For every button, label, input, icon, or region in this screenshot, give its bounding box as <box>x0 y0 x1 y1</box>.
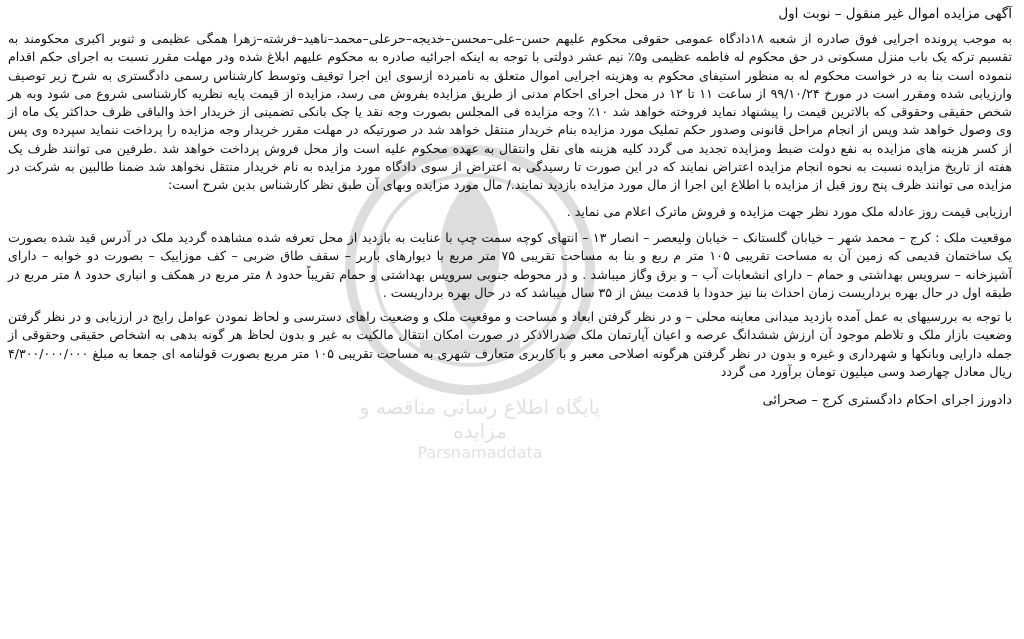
watermark-line-1: پایگاه اطلاع رسانی مناقصه و مزایده <box>359 395 601 443</box>
watermark-text <box>330 395 630 463</box>
notice-title: آگهی مزایده اموال غیر منقول – نوبت اول <box>778 6 1012 22</box>
notice-signature: دادورز اجرای احکام دادگستری کرج – صحرائی <box>762 393 1012 409</box>
watermark-line-2: Parsnamaddata <box>417 443 543 462</box>
notice-paragraph-2: ارزیابی قیمت روز عادله ملک مورد نظر جهت مزایده و فروش ماترک اعلام می نماید . <box>566 203 1012 219</box>
notice-paragraph-1: به موجب پرونده اجرایی فوق صادره از شعبه ۱۸دادگاه عمومی حقوقی محکوم علیهم حسن–علی–محسن–خدیجه–حرعلی–محمد–ناهید–فرشته–زهرا همگی عظیمی و ثنوبر اکبری محکومند به تقسیم ترکه یک باب منزل مسکونی در حق محکوم له فاطمه عظیمی و۵٪ نیم عشر دولتی با توجه به اینکه اجرائیه صادره به محکوم علیهم ابلاغ شده ودر مهلت مقرر نسبت به اجرای حکم اقدام ننموده است بنا به در خواست محکوم له به منظور استیفای محکوم به وهزینه اجرایی اموال متعلق به نامبرده ازسوی این اجرا توقیف وتوسط کارشناس رسمی دادگستری به شرح زیر توصیف وارزیابی شده ومقرر است در مورخ ۹۹/۱۰/۲۴ از ساعت ۱۱ تا ۱۲ در محل اجرای احکام مدنی از طریق مزایده بفروش می رسد، مزایده از قیمت پایه نظریه کارشناسی شروع می شود وبه هر شخص حقیقی وحقوقی که بالاترین قیمت را پیشنهاد نماید فروخته خواهد شد ۱۰٪ وجه مزایده فی المجلس بصورت وجه نقد یا چک بانکی تضمینی از خریدار اخذ والباقی ظرف حداکثر یک ماه از وی وصول خواهد شد وپس از انجام مراحل قانونی وصدور حکم تملیک مورد مزایده بنام خریدار منتقل خواهد شد در صورتیکه در مهلت مقرر خریدار وجه مزایده را پرداخت ننماید سپرده وی پس از کسر هزینه های مزایده به نفع دولت ضبط ومزایده تجدید می گردد کلیه هزینه های نقل وانتقال به عهده محکوم علیه است واز محل فروش پرداخت خواهد شد .طرفین می توانند ظرف یک هفته از تاریخ مزایده نسبت به نحوه انجام مزایده اعتراض نمایند که در این صورت تا رسیدگی به اعتراض از سوی دادگاه مورد مزایده به نام خریدار منتقل نخواهد شد ضمنا طالبین به شرکت در مزایده می توانند ظرف پنج روز قبل از مزایده با اطلاع این اجرا از مال مورد مزایده بازدید نمایند./ مال مورد مزایده وبهای آن طبق نظر کارشناس بدین شرح است: <box>8 31 1013 193</box>
notice-paragraph-4: با توجه به بررسیهای به عمل آمده بازدید میدانی معاینه محلی – و در نظر گرفتن ابعاد و مساحت و موقعیت ملک و وضعیت راهای دسترسی و لحاظ نمودن عوامل رایج در ارزیابی و در نظر گرفتن وضعیت بازار ملک و تلاطم موجود آن ارزش ششدانگ عرصه و اعیان آپارتمان ملک صدرالاذکر در صورت امکان انتقال مالکیت به غیر و بدون لحاظ هر گونه بدهی به اشخاص حقیقی وحقوقی از جمله دارایی وبانکها و شهرداری و غیره و بدون در نظر گرفتن هرگونه اصلاحی معبر و با کاربری متعارف شهری به مساحت تقریبی ۱۰۵ متر مربع بصورت قولنامه ای جمعا به مبلغ ۴/۳۰۰/۰۰۰/۰۰۰ ریال معادل چهارصد وسی میلیون تومان برآورد می گردد <box>8 309 1012 380</box>
notice-paragraph-3: موقعیت ملک : کرج – محمد شهر – خیابان گلستانک – خیابان ولیعصر – انصار ۱۳ – انتهای کوچه سمت چپ با عنایت به بازدید از محل تعرفه شده مشاهده گردید ملک در آدرس قید شده بصورت یک ساختمان قدیمی که زمین آن به مساحت تقریبی ۱۰۵ متر م ربع و بنا به مساحت تقریبی ۷۵ متر مربع با دیوارهای باربر – سقف طاق ضربی – کف موزاییک – بصورت دو خوابه – دارای آشپزخانه – سرویس بهداشتی و حمام – دارای انشعابات آب – و برق وگاز میباشد . و در محوطه جنوبی سرویس بهداشتی و حمام تقریباً حدود ۸ متر مربع در همکف و انباری حدود ۸ متر مربع در طبقه اول در حال بهره برداریست زمان احداث بنا نیز حدودا با قدمت بیش از ۳۵ سال میباشد که در حال بهره برداریست . <box>8 229 1012 300</box>
